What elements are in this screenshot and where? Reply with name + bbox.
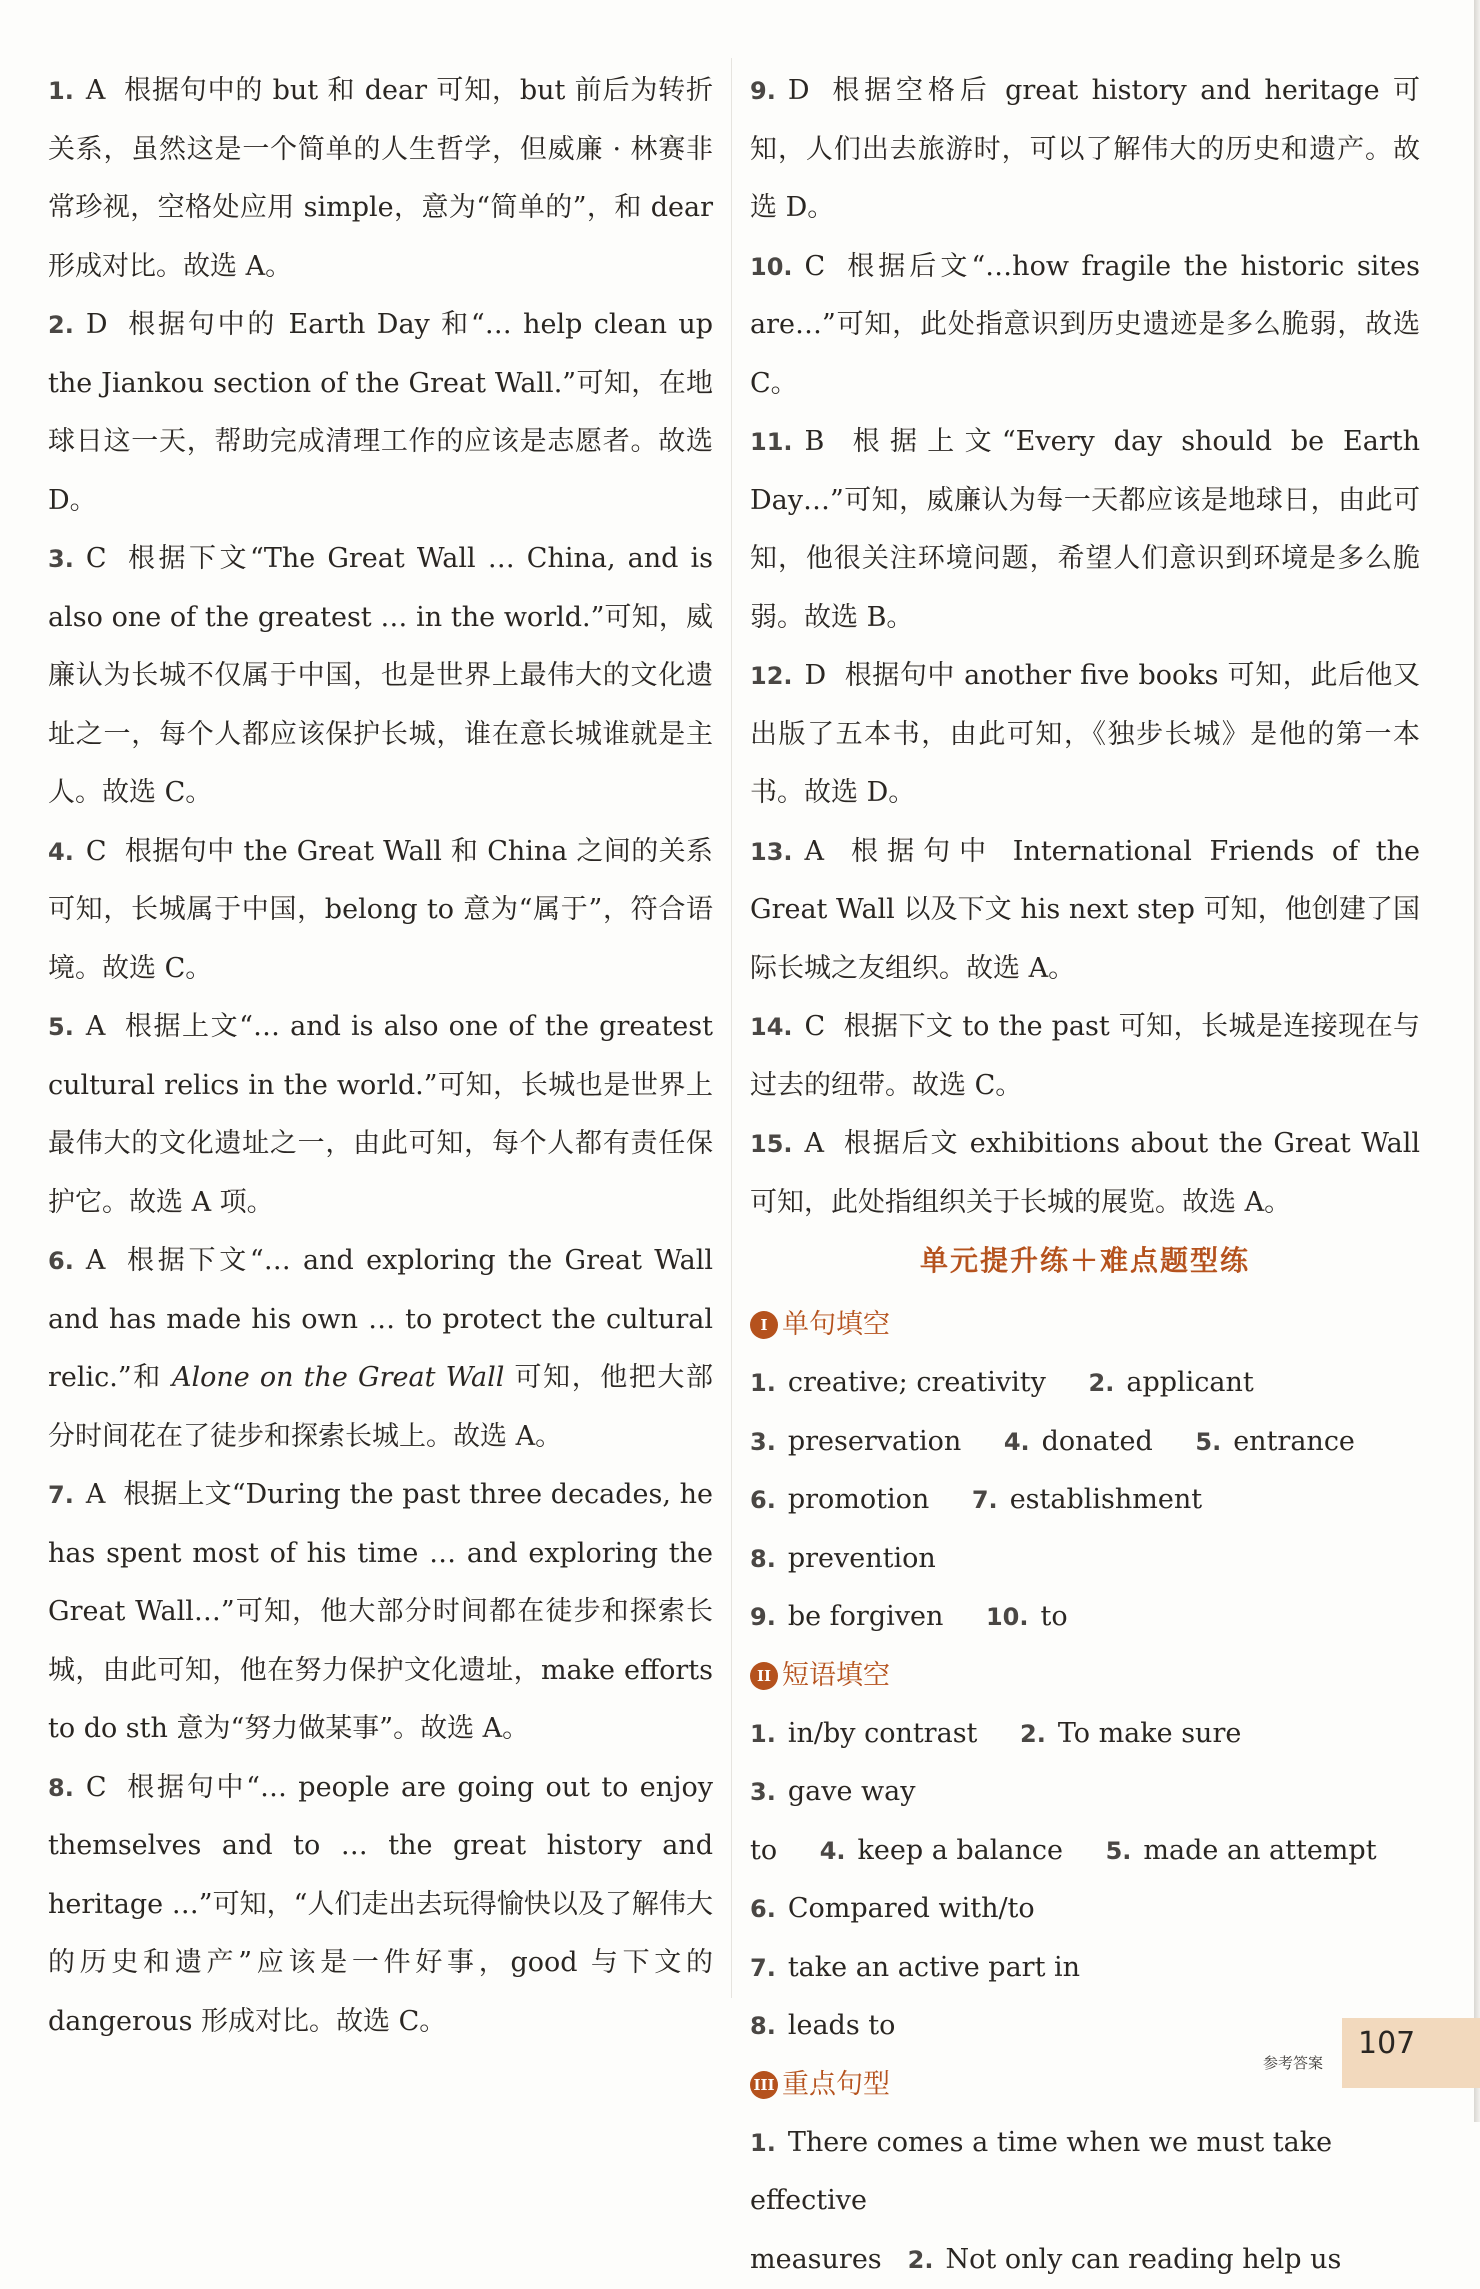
answer-item: 8. C 根据句中“… people are going out to enjoy themselves and to … the great history and heritage …”可知，“人们走出去玩得愉快以及了解伟大的历史和遗产”应该是一件好事，good 与下文的 dangerous 形成对比。故选 C。: [48, 1759, 713, 2052]
answer-item: 14. C 根据下文 to the past 可知，长城是连接现在与过去的纽带。故选 C。: [750, 998, 1420, 1115]
page-number: 107: [1358, 2026, 1415, 2061]
answer-item: 11. B 根据上文“Every day should be Earth Day…”可知，威廉认为每一天都应该是地球日，由此可知，他很关注环境问题，希望人们意识到环境是多么脆弱。故选 B。: [750, 413, 1420, 647]
answer-item: 6. A 根据下文“… and exploring the Great Wall and has made his own … to protect the cultural relic.”和 Alone on the Great Wall 可知，他把大部分时间花在了徒步和探索长城上。故选 A。: [48, 1232, 713, 1466]
answer-item: 12. D 根据句中 another five books 可知，此后他又出版了五本书，由此可知，《独步长城》是他的第一本书。故选 D。: [750, 647, 1420, 823]
answer-item: 5. A 根据上文“… and is also one of the greatest cultural relics in the world.”可知，长城也是世界上最伟大的文化遗址之一，由此可知，每个人都有责任保护它。故选 A 项。: [48, 998, 713, 1232]
sentence-line: 1. There comes a time when we must take effective: [750, 2114, 1420, 2231]
fill-row: 1. in/by contrast 2. To make sure 3. gave way: [750, 1705, 1420, 1822]
section-heading: II 短语填空: [750, 1647, 1420, 1705]
footer-label: 参考答案: [1263, 2052, 1323, 2073]
answer-item: 1. A 根据句中的 but 和 dear 可知，but 前后为转折关系，虽然这是一个简单的人生哲学，但威廉 · 林赛非常珍视，空格处应用 simple，意为“简单的”，和 dear 形成对比。故选 A。: [48, 62, 713, 296]
fill-row: 3. preservation 4. donated 5. entrance: [750, 1413, 1420, 1472]
fill-row: to 4. keep a balance 5. made an attempt: [750, 1822, 1420, 1881]
roman-numeral-badge-icon: II: [750, 1662, 778, 1690]
answer-item: 15. A 根据后文 exhibitions about the Great Wall 可知，此处指组织关于长城的展览。故选 A。: [750, 1115, 1420, 1232]
column-divider: [731, 58, 732, 1998]
fill-row: 8. leads to: [750, 1997, 1420, 2056]
page-edge: [1474, 0, 1480, 2122]
book-title: Alone on the Great Wall: [172, 1362, 504, 1393]
answer-item: 4. C 根据句中 the Great Wall 和 China 之间的关系可知，长城属于中国，belong to 意为“属于”，符合语境。故选 C。: [48, 823, 713, 999]
fill-row: 9. be forgiven 10. to: [750, 1588, 1420, 1647]
answer-item: 9. D 根据空格后 great history and heritage 可知，人们出去旅游时，可以了解伟大的历史和遗产。故选 D。: [750, 62, 1420, 238]
roman-numeral-badge-icon: I: [750, 1311, 778, 1339]
fill-row: 1. creative; creativity 2. applicant: [750, 1354, 1420, 1413]
answer-item: 2. D 根据句中的 Earth Day 和“… help clean up the Jiankou section of the Great Wall.”可知，在地球日这一天，帮助完成清理工作的应该是志愿者。故选 D。: [48, 296, 713, 530]
sentence-line: measures 2. Not only can reading help us: [750, 2231, 1420, 2289]
right-column: [750, 62, 1420, 2289]
roman-numeral-badge-icon: III: [750, 2071, 778, 2099]
answer-item: 10. C 根据后文“…how fragile the historic sites are…”可知，此处指意识到历史遗迹是多么脆弱，故选 C。: [750, 238, 1420, 414]
section-heading: I 单句填空: [750, 1296, 1420, 1354]
answer-item: 3. C 根据下文“The Great Wall … China, and is also one of the greatest … in the world.”可知，威廉认为长城不仅属于中国，也是世界上最伟大的文化遗址之一，每个人都应该保护长城，谁在意长城谁就是主人。故选 C。: [48, 530, 713, 823]
answer-item: 7. A 根据上文“During the past three decades, he has spent most of his time … and exploring the Great Wall…”可知，他大部分时间都在徒步和探索长城，由此可知，他在努力保护文化遗址，make efforts to do sth 意为“努力做某事”。故选 A。: [48, 1466, 713, 1759]
fill-row: 6. Compared with/to 7. take an active part in: [750, 1880, 1420, 1997]
unit-title: 单元提升练＋难点题型练: [750, 1238, 1420, 1284]
answer-item: 13. A 根据句中 International Friends of the Great Wall 以及下文 his next step 可知，他创建了国际长城之友组织。故选 A。: [750, 823, 1420, 999]
section-heading: III 重点句型: [750, 2056, 1420, 2114]
fill-row: 6. promotion 7. establishment 8. prevention: [750, 1471, 1420, 1588]
left-column: [48, 62, 713, 2051]
